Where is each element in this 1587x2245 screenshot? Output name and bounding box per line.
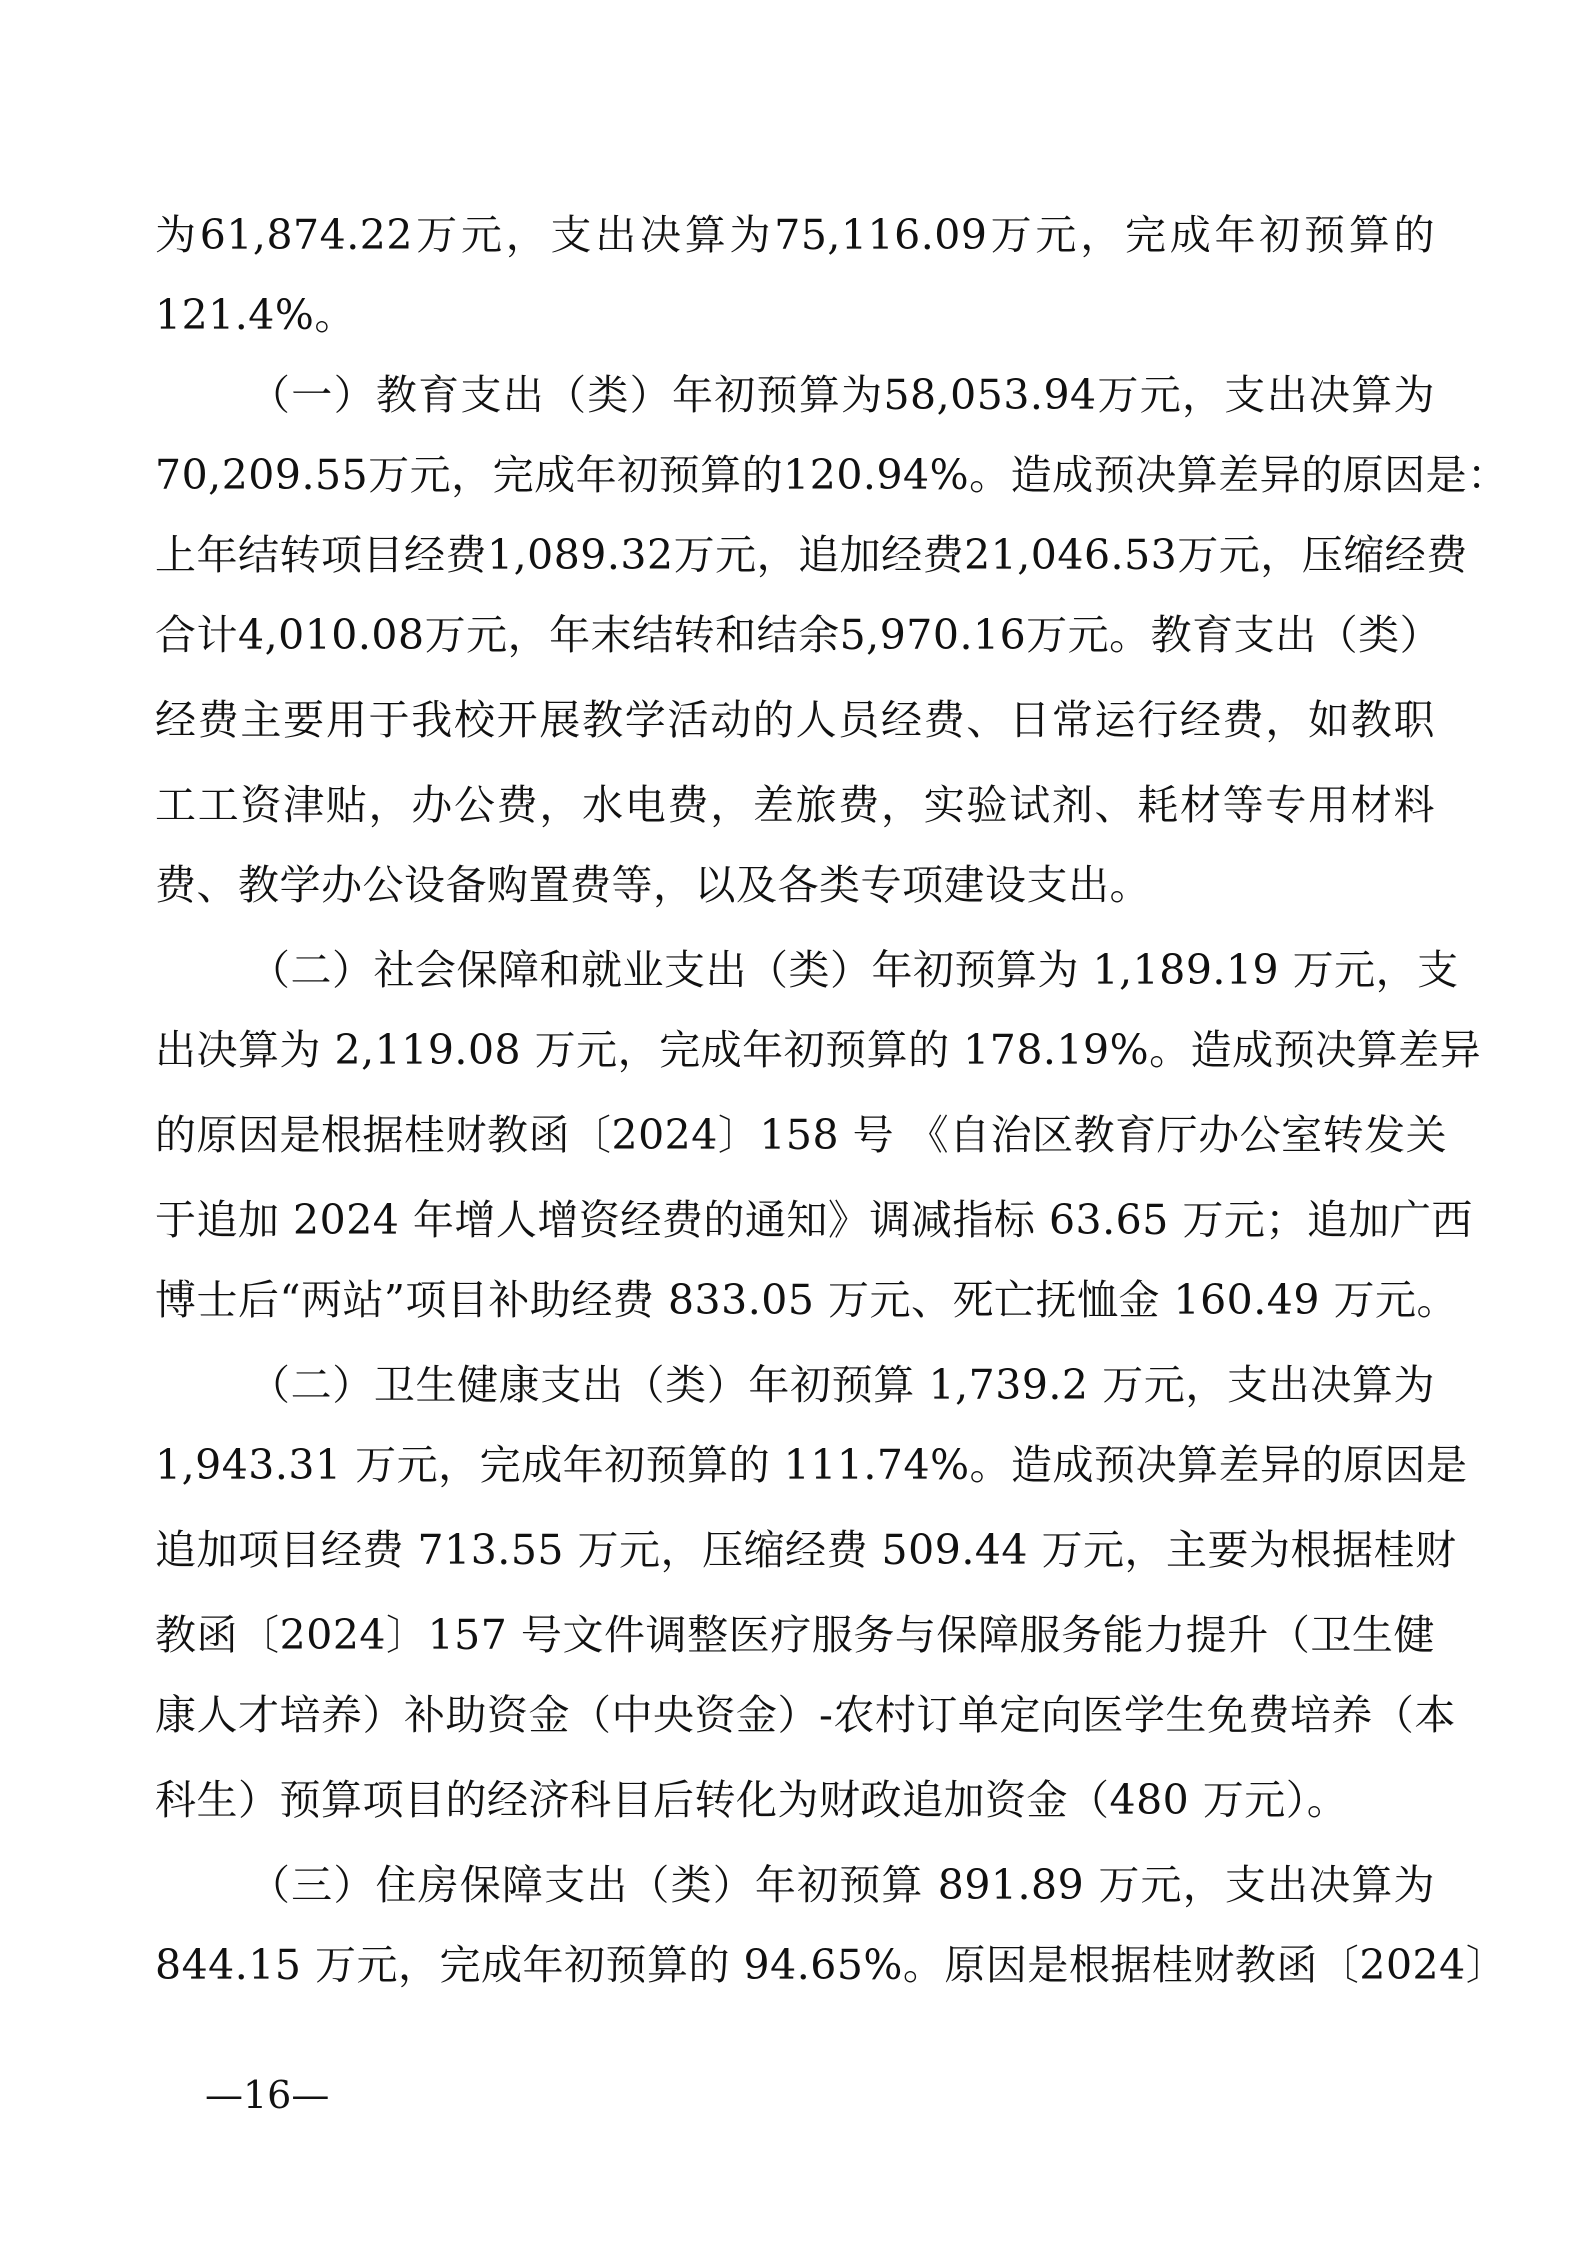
text-line: （二）社会保障和就业支出（类）年初预算为 1,189.19 万元，支: [249, 946, 1459, 994]
text-line: 追加项目经费 713.55 万元，压缩经费 509.44 万元，主要为根据桂财: [155, 1526, 1457, 1574]
text-line: 上年结转项目经费1,089.32万元，追加经费21,046.53万元，压缩经费: [155, 531, 1468, 579]
text-line: 于追加 2024 年增人增资经费的通知》调减指标 63.65 万元；追加广西: [155, 1196, 1473, 1244]
text-line: 121.4%。: [155, 291, 356, 339]
text-line: 康人才培养）补助资金（中央资金）-农村订单定向医学生免费培养（本: [155, 1691, 1456, 1739]
text-line: 科生）预算项目的经济科目后转化为财政追加资金（480 万元）。: [155, 1776, 1349, 1824]
text-line: 70,209.55万元，完成年初预算的120.94%。造成预决算差异的原因是：: [155, 451, 1509, 499]
text-line: 合计4,010.08万元，年末结转和结余5,970.16万元。教育支出（类）: [155, 611, 1442, 659]
text-line: 经费主要用于我校开展教学活动的人员经费、日常运行经费，如教职: [155, 696, 1435, 744]
text-line: 教函〔2024〕157 号文件调整医疗服务与保障服务能力提升（卫生健: [155, 1611, 1435, 1659]
text-line: （一）教育支出（类）年初预算为58,053.94万元，支出决算为: [249, 371, 1435, 419]
text-line: 费、教学办公设备购置费等，以及各类专项建设支出。: [155, 861, 1151, 909]
text-line: 的原因是根据桂财教函〔2024〕158 号 《自治区教育厅办公室转发关: [155, 1111, 1448, 1159]
text-line: 工工资津贴，办公费，水电费，差旅费，实验试剂、耗材等专用材料: [155, 781, 1435, 829]
text-line: 1,943.31 万元，完成年初预算的 111.74%。造成预决算差异的原因是: [155, 1441, 1468, 1489]
text-line: 博士后“两站”项目补助经费 833.05 万元、死亡抚恤金 160.49 万元。: [155, 1276, 1458, 1324]
text-line: 844.15 万元，完成年初预算的 94.65%。原因是根据桂财教函〔2024〕: [155, 1941, 1508, 1989]
text-line: （二）卫生健康支出（类）年初预算 1,739.2 万元，支出决算为: [249, 1361, 1435, 1409]
page-number: —16—: [205, 2073, 330, 2117]
text-line: 为61,874.22万元，支出决算为75,116.09万元，完成年初预算的: [155, 211, 1435, 259]
text-line: 出决算为 2,119.08 万元，完成年初预算的 178.19%。造成预决算差异: [155, 1026, 1482, 1074]
text-line: （三）住房保障支出（类）年初预算 891.89 万元，支出决算为: [249, 1861, 1435, 1909]
